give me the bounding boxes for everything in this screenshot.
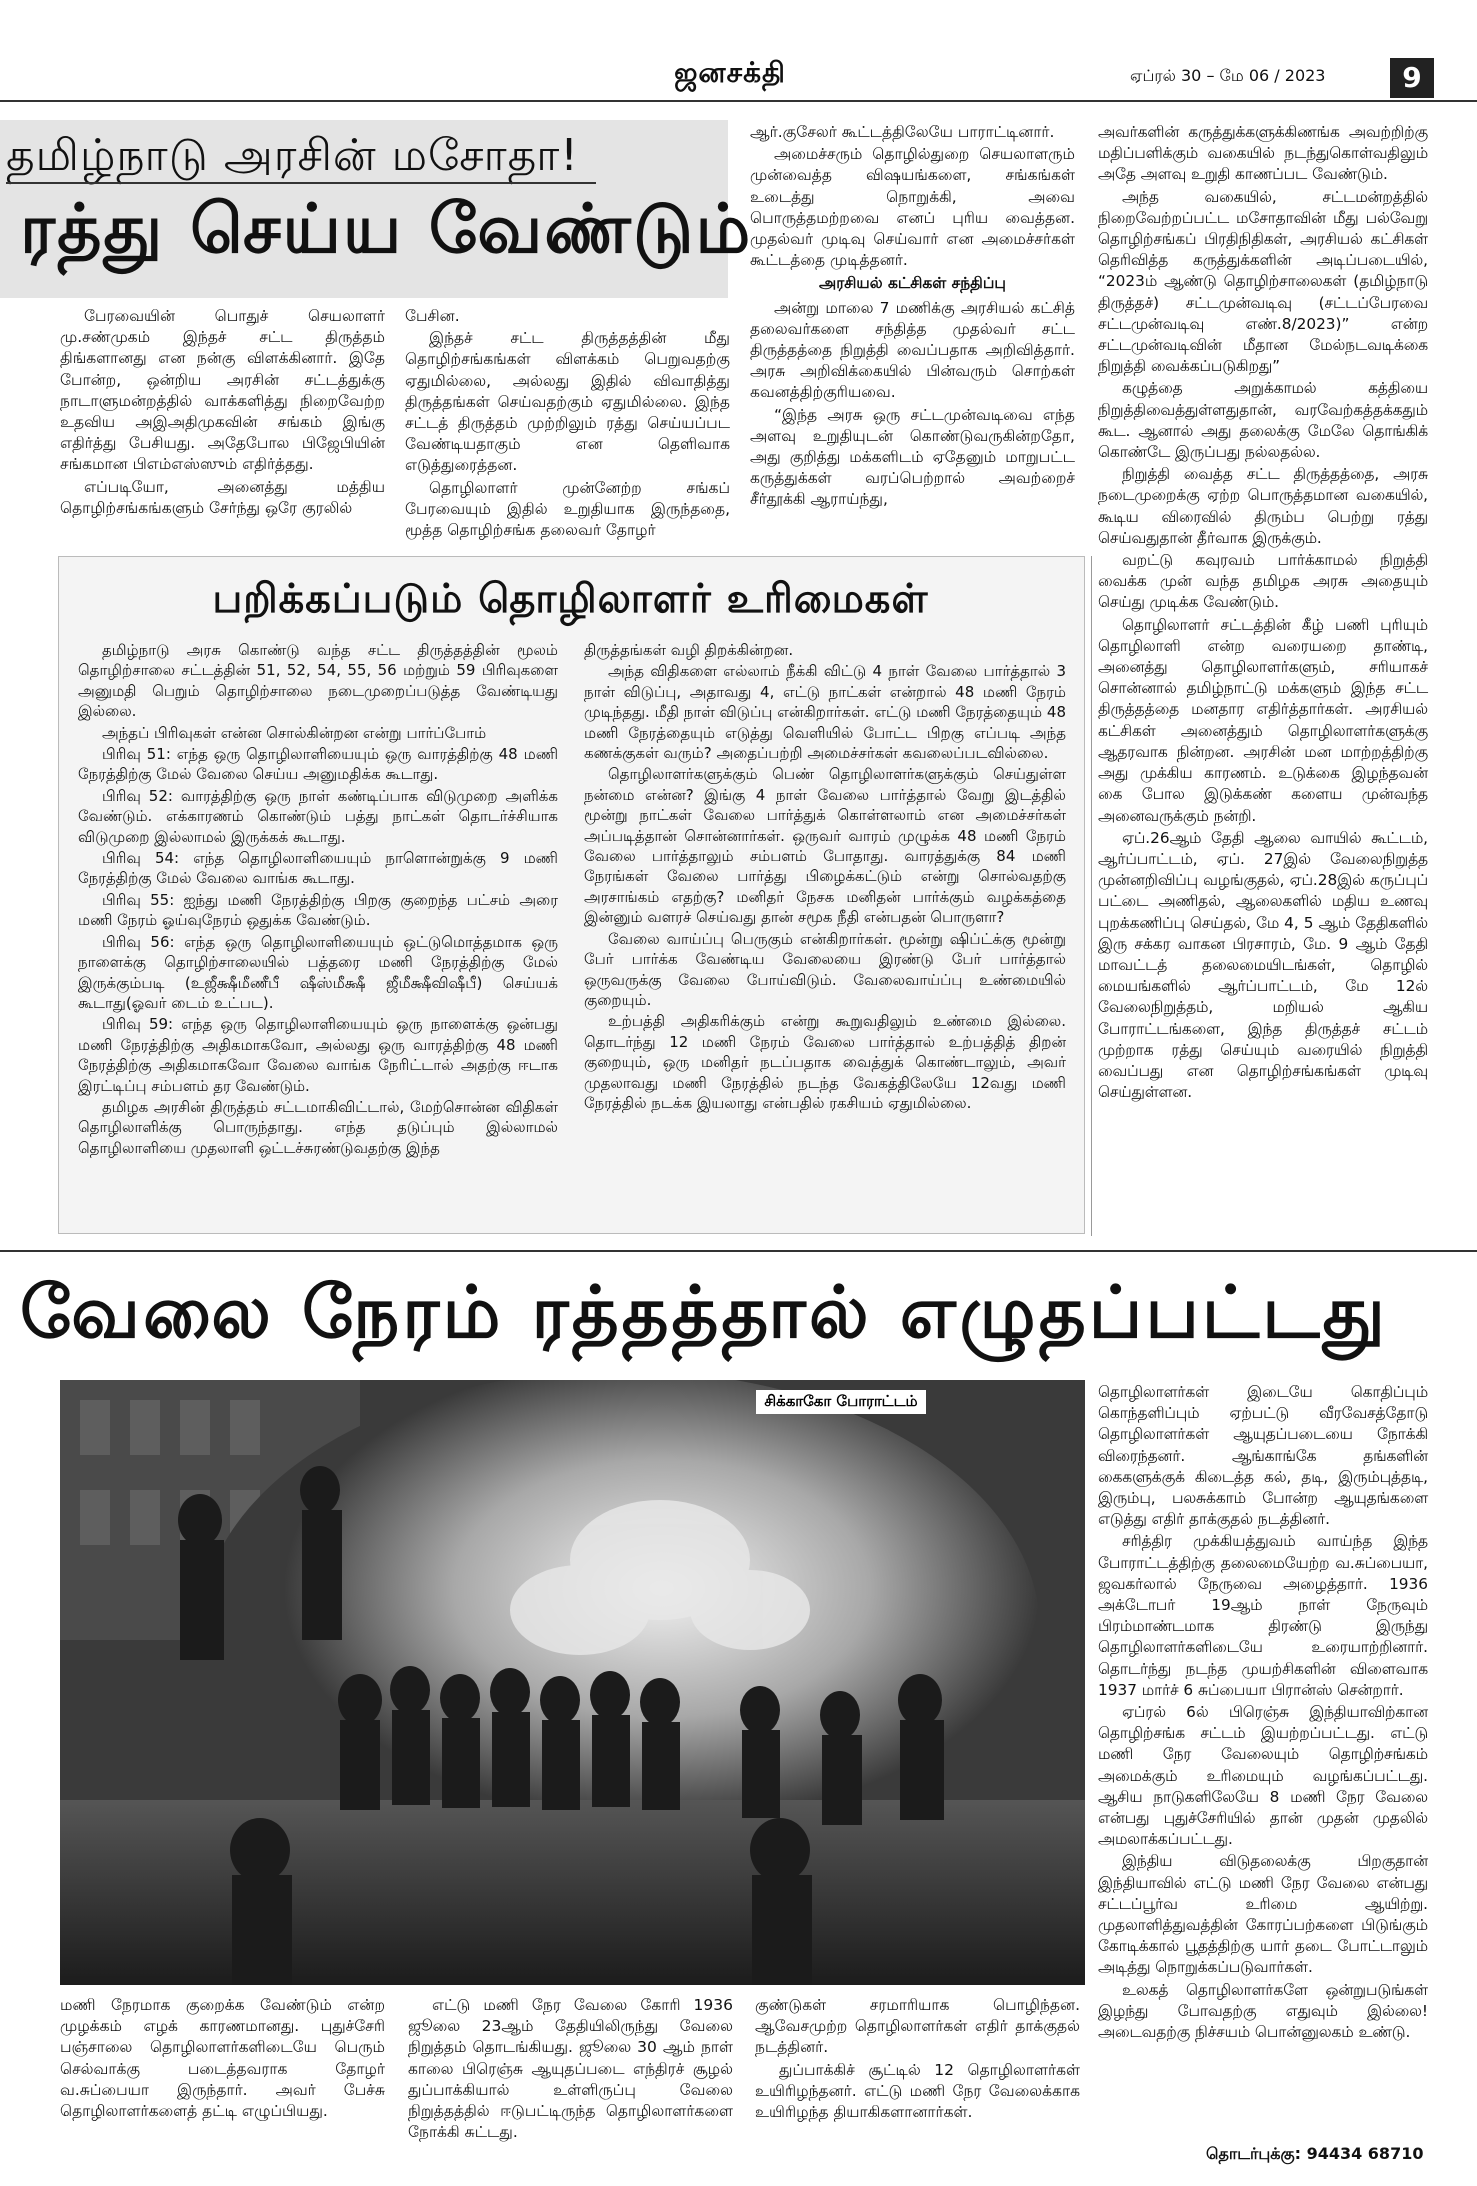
paragraph: தமிழக அரசின் திருத்தம் சட்டமாகிவிட்டால், மேற்சொன்ன விதிகள் தொழிலாளிக்கு பொருந்தாது. எந்த தடுப்பும் இல்லாமல் தொழிலாளியை முதலாளி ஒட்டச்சுரண்டுவதற்கு இந்த bbox=[78, 1097, 558, 1157]
paragraph: தொழிலாளர்களுக்கும் பெண் தொழிலாளர்களுக்கும் செய்துள்ள நன்மை என்ன? இங்கு 4 நாள் வேலை பார்த்தால் வேறு இடத்தில் மூன்று நாட்கள் வேலை பார்த்துக் கொள்ளலாம் என அமைச்சர்கள் அப்படித்தான் சொன்னார்கள். ஒருவர் வாரம் முழுக்க 48 மணி நேரம் வேலை பார்த்தாலும் சம்பளம் போதாது. வாரத்துக்கு 84 மணி நேரங்கள் வேலை பார்த்து பிழைக்கட்டும் என்று சொல்வதற்கு அரசாங்கம் எதற்கு? மனிதர் நேசக மனிதன் பார்க்கும் வழக்கத்தை இன்னும் வளரச் செய்வது தான் சமூக நீதி என்பதன் பொருளா? bbox=[584, 765, 1066, 927]
paragraph: திருத்தங்கள் வழி திறக்கின்றன. bbox=[584, 641, 794, 659]
headline-kicker: தமிழ்நாடு அரசின் மசோதா! bbox=[6, 130, 579, 181]
column-rule bbox=[1091, 556, 1092, 1236]
paragraph: பிரிவு 54: எந்த தொழிலாளியையும் நாளொன்றுக்கு 9 மணி நேரத்திற்கு மேல் வேலை வாங்க கூடாது. bbox=[78, 849, 558, 888]
subheading: அரசியல் கட்சிகள் சந்திப்பு bbox=[819, 274, 1006, 293]
story1-column-2 bbox=[405, 306, 730, 542]
paragraph: பேரவையின் பொதுச் செயலாளர் மு.சண்முகம் இந்தச் சட்ட திருத்தம் திங்களானது என நன்கு விளக்கினார். இதே போன்ற, ஒன்றிய அரசின் சட்டத்துக்கு நாடாளுமன்றத்தில் வாக்களித்து நிறைவேற்ற உதவிய அஇஅதிமுகவின் சங்கம் இங்கு எதிர்த்து பேசியது. அதேபோல பிஜேபியின் சங்கமான பிஎம்எஸ்ஸும் எதிர்த்தது. bbox=[60, 307, 385, 474]
header-rule bbox=[0, 100, 1477, 102]
paragraph: தொழிலாளர்கள் இடையே கொதிப்பும் கொந்தளிப்பும் ஏற்பட்டு வீரவேசத்தோடு தொழிலாளர்கள் ஆயுதப்படையை நோக்கி விரைந்தனர். ஆங்காங்கே தங்களின் கைகளுக்குக் கிடைத்த கல், தடி, இரும்புத்தடி, இரும்பு, பலசுக்காம் போன்ற ஆயுதங்களை எடுத்து எதிர் தாக்குதல் நடத்தினர். bbox=[1098, 1383, 1428, 1529]
story2-column-1 bbox=[60, 1995, 385, 2123]
issue-date: ஏப்ரல் 30 – மே 06 / 2023 bbox=[1130, 66, 1326, 85]
paragraph: அவர்களின் கருத்துக்களுக்கிணங்க அவற்றிற்கு மதிப்பளிக்கும் வகையில் நடந்துகொள்வதிலும் அதே அளவு உறுதி காணப்பட வேண்டும். bbox=[1098, 123, 1428, 184]
paragraph: கழுத்தை அறுக்காமல் கத்தியை நிறுத்திவைத்துள்ளதுதான், வரவேற்கத்தக்கதும் கூட. ஆனால் அது தலைக்கு மேலே தொங்கிக் கொண்டே இருப்பது நல்லதல்ல. bbox=[1098, 379, 1428, 462]
paragraph: பிரிவு 59: எந்த ஒரு தொழிலாளியையும் ஒரு நாளைக்கு ஒன்பது மணி நேரத்திற்கு அதிகமாகவோ, அல்லது ஒரு வாரத்திற்கு 48 மணி நேரத்திற்கு அதிகமாகவோ வேலை வாங்க நேரிட்டால் அதற்கு ஈடாக இரட்டிப்பு சம்பளம் தர வேண்டும். bbox=[78, 1015, 558, 1095]
paragraph: வேலை வாய்ப்பு பெருகும் என்கிறார்கள். மூன்று ஷிப்ட்க்கு மூன்று பேர் பார்க்க வேண்டிய வேலையை இரண்டு பேர் பார்த்தால் ஒருவருக்கு வேலை போய்விடும். வேலைவாய்ப்பு உண்மையில் குறையும். bbox=[584, 929, 1066, 1009]
paragraph: சரித்திர முக்கியத்துவம் வாய்ந்த இந்த போராட்டத்திற்கு தலைமையேற்ற வ.சுப்பையா, ஜவகர்லால் நேருவை அழைத்தார். 1936 அக்டோபர் 19ஆம் நாள் நேருவும் பிரம்மாண்டமாக திரண்டு இருந்து தொழிலாளர்களிடையே உரையாற்றினார். தொடர்ந்து நடந்த முயற்சிகளின் விளைவாக 1937 மார்ச் 6 சுப்பையா பிரான்ஸ் சென்றார். bbox=[1098, 1532, 1428, 1699]
box-title: பறிக்கப்படும் தொழிலாளர் உரிமைகள் bbox=[212, 576, 929, 622]
kicker-underline bbox=[6, 182, 596, 184]
paragraph: பிரிவு 51: எந்த ஒரு தொழிலாளியையும் ஒரு வாரத்திற்கு 48 மணி நேரத்திற்கு மேல் வேலை செய்ய அனுமதிக்க கூடாது. bbox=[78, 745, 558, 784]
paragraph: துப்பாக்கிச் சூட்டில் 12 தொழிலாளர்கள் உயிரிழந்தனர். எட்டு மணி நேர வேலைக்காக உயிரிழந்த தியாகிகளானார்கள். bbox=[755, 2060, 1080, 2122]
paragraph: அமைச்சரும் தொழில்துறை செயலாளரும் முன்வைத்த விஷயங்களை, சங்கங்கள் உடைத்து நொறுக்கி, அவை பொருத்தமற்றவை எனப் புரிய வைத்தன. முதல்வர் முடிவு செய்வார் என அமைச்சர்கள் கூட்டத்தை முடித்தனர். bbox=[750, 145, 1075, 270]
chicago-illustration bbox=[60, 1380, 1085, 1985]
paragraph: அன்று மாலை 7 மணிக்கு அரசியல் கட்சித் தலைவர்களை சந்தித்த முதல்வர் சட்ட திருத்தத்தை நிறுத்தி வைப்பதாக அறிவித்தார். அரசு அறிவிக்கையில் பின்வரும் சொற்கள் கவனத்திற்குரியவை. bbox=[750, 298, 1075, 402]
paragraph: “இந்த அரசு ஒரு சட்டமுன்வடிவை எந்த அளவு உறுதியுடன் கொண்டுவருகின்றதோ, அது குறித்து மக்களிடம் ஏதேனும் மாறுபட்ட கருத்துக்கள் வரப்பெற்றால் அவற்றைச் சீர்தூக்கி ஆராய்ந்து, bbox=[750, 405, 1075, 509]
paragraph: தொழிலாளர் சட்டத்தின் கீழ் பணி புரியும் தொழிலாளி என்ற வரையறை தாண்டி, அனைத்து தொழிலாளர்களும், சரியாகச் சொன்னால் தமிழ்நாட்டு மக்களும் இந்த சட்ட திருத்தத்தை மனதார எதிர்த்தார்கள். அரசியல் கட்சிகள் அனைத்தும் தொழிலாளர்களுக்கு ஆதரவாக நின்றன. அரசின் மன மாற்றத்திற்கு அது முக்கிய காரணம். உடுக்கை இழந்தவன் கை போல இடுக்கண் களைய முன்வந்த அனைவருக்கும் நன்றி. bbox=[1098, 615, 1428, 825]
paragraph: அந்தப் பிரிவுகள் என்ன சொல்கின்றன என்று பார்ப்போம் bbox=[102, 723, 487, 742]
contact-line: தொடர்புக்கு: 94434 68710 bbox=[1206, 2144, 1424, 2163]
headline-story2: வேலை நேரம் ரத்தத்தால் எழுதப்பட்டது bbox=[20, 1270, 1388, 1354]
masthead: ஜனசக்தி bbox=[674, 56, 786, 89]
paragraph: வறட்டு கவுரவம் பார்க்காமல் நிறுத்தி வைக்க முன் வந்த தமிழக அரசு அதையும் செய்து முடிக்க வேண்டும். bbox=[1098, 551, 1428, 612]
paragraph: பேசின. bbox=[405, 307, 460, 325]
paragraph: தமிழ்நாடு அரசு கொண்டு வந்த சட்ட திருத்தத்தின் மூலம் தொழிற்சாலை சட்டத்தின் 51, 52, 54, 55, 56 மற்றும் 59 பிரிவுகளை அனுமதி பெறும் தொழிற்சாலை நடைமுறைப்படுத்த வேண்டியது இல்லை. bbox=[78, 641, 558, 721]
paragraph: இந்தச் சட்ட திருத்தத்தின் மீது தொழிற்சங்கங்கள் விளக்கம் பெறுவதற்கு ஏதுமில்லை, அல்லது இதில் விவாதித்து திருத்தங்கள் செய்வதற்கும் ஏதுமில்லை. இந்த சட்டத் திருத்தம் முற்றிலும் ரத்து செய்யப்பட வேண்டியதாகும் என தெளிவாக எடுத்துரைத்தன. bbox=[405, 329, 730, 475]
headline-main: ரத்து செய்ய வேண்டும் bbox=[20, 190, 753, 269]
paragraph: ஏப்.26ஆம் தேதி ஆலை வாயில் கூட்டம், ஆர்ப்பாட்டம், ஏப். 27இல் வேலைநிறுத்த முன்னறிவிப்பு வழங்குதல், ஏப்.28இல் கருப்புப் பட்டை அணிதல், ஆலைகளில் மதிய உணவு புறக்கணிப்பு செய்தல், மே 4, 5 ஆம் தேதிகளில் இரு சக்கர வாகன பிரசாரம், மே. 9 ஆம் தேதி மாவட்டத் தலைமையிடங்கள், தொழில் மையங்களில் ஆர்ப்பாட்டம், மே 12ல் வேலைநிறுத்தம், மறியல் ஆகிய போராட்டங்களை, இந்த திருத்தச் சட்டம் முற்றாக ரத்து செய்யும் வரையில் நிறுத்தி வைப்பது என தொழிற்சங்கங்கள் முடிவு செய்துள்ளன. bbox=[1098, 828, 1428, 1102]
illustration-art bbox=[60, 1380, 1085, 1985]
paragraph: உலகத் தொழிலாளர்களே ஒன்றுபடுங்கள் இழந்து போவதற்கு எதுவும் இல்லை! அடைவதற்கு நிச்சயம் பொன்னுலகம் உண்டு. bbox=[1098, 1980, 1428, 2042]
paragraph: பிரிவு 52: வாரத்திற்கு ஒரு நாள் கண்டிப்பாக விடுமுறை அளிக்க வேண்டும். எக்காரணம் கொண்டும் பத்து நாட்கள் தொடர்ச்சியாக விடுமுறை இல்லாமல் இருக்கக் கூடாது. bbox=[78, 786, 558, 846]
paragraph: இந்திய விடுதலைக்கு பிறகுதான் இந்தியாவில் எட்டு மணி நேர வேலை என்பது சட்டப்பூர்வ உரிமை ஆயிற்று. முதலாளித்துவத்தின் கோரப்பற்களை பிடுங்கும் கோடிக்கால் பூதத்திற்கு யார் தடை போட்டாலும் அடித்து நொறுக்கப்படுவார்கள். bbox=[1098, 1852, 1428, 1977]
paragraph: ஆர்.குசேலர் கூட்டத்திலேயே பாராட்டினார். bbox=[750, 123, 1055, 141]
paragraph: அந்த வகையில், சட்டமன்றத்தில் நிறைவேற்றப்பட்ட மசோதாவின் மீது பல்வேறு தொழிற்சங்கப் பிரதிநிதிகள், அரசியல் கட்சிகள் தெரிவித்த கருத்துக்களின் அடிப்படையில், “2023ம் ஆண்டு தொழிற்சாலைகள் (தமிழ்நாடு திருத்தச்) சட்டமுன்வடிவு (சட்டப்பேரவை சட்டமுன்வடிவு எண்.8/2023)” என்ற சட்டமுன்வடிவின் மீதான மேல்நடவடிக்கை நிறுத்தி வைக்கப்படுகிறது” bbox=[1098, 187, 1428, 376]
paragraph: பிரிவு 55: ஐந்து மணி நேரத்திற்கு பிறகு குறைந்த பட்சம் அரை மணி நேரம் ஓய்வுநேரம் ஒதுக்க வேண்டும். bbox=[78, 890, 558, 930]
box-column-right bbox=[584, 640, 1066, 1114]
section-rule bbox=[0, 1250, 1477, 1252]
story2-column-3 bbox=[755, 1995, 1080, 2124]
story2-column-right bbox=[1098, 1382, 1428, 2044]
paragraph: பிரிவு 56: எந்த ஒரு தொழிலாளியையும் ஒட்டுமொத்தமாக ஒரு நாளைக்கு தொழிற்சாலையில் பத்தரை மணி நேரத்திற்கு மேல் இருக்கும்படி (உஜீக்ஷீமீணீபீ ஷீஸ்மீக்ஷீ ஜீமீக்ஷீவிஷீபீ) செய்யக் கூடாது(ஓவர் டைம் உட்பட). bbox=[78, 932, 558, 1012]
page-number: 9 bbox=[1390, 58, 1434, 98]
story1-column-1 bbox=[60, 306, 385, 520]
paragraph: குண்டுகள் சரமாரியாக பொழிந்தன. ஆவேசமுற்ற தொழிலாளர்கள் எதிர் தாக்குதல் நடத்தினர். bbox=[755, 1996, 1080, 2057]
paragraph: உற்பத்தி அதிகரிக்கும் என்று கூறுவதிலும் உண்மை இல்லை. தொடர்ந்து 12 மணி நேரம் வேலை பார்த்தால் உற்பத்தித் திறன் குறையும், ஒரு மனிதர் நடப்பதாக வைத்துக் கொண்டாலும், அவர் முதலாவது மணி நேரத்தில் நடந்த வேகத்திலேயே 12வது மணி நேரத்தில் நடக்க இயலாது என்பதில் ரகசியம் ஏதுமில்லை. bbox=[584, 1012, 1066, 1112]
story1-column-4 bbox=[1098, 122, 1428, 1104]
paragraph: ஏப்ரல் 6ல் பிரெஞ்சு இந்தியாவிற்கான தொழிற்சங்க சட்டம் இயற்றப்பட்டது. எட்டு மணி நேர வேலையும் தொழிற்சங்கம் அமைக்கும் உரிமையும் வழங்கப்பட்டது. ஆசிய நாடுகளிலேயே 8 மணி நேர வேலை என்பது புதுச்சேரியில் தான் முதன் முதலில் அமலாக்கப்பட்டது. bbox=[1098, 1703, 1428, 1849]
paragraph: மணி நேரமாக குறைக்க வேண்டும் என்ற முழக்கம் எழக் காரணமானது. புதுச்சேரி பஞ்சாலை தொழிலாளர்களிடையே பெரும் செல்வாக்கு படைத்தவராக தோழர் வ.சுப்பையா இருந்தார். அவர் பேச்சு தொழிலாளர்களைத் தட்டி எழுப்பியது. bbox=[60, 1996, 385, 2121]
box-column-left bbox=[78, 640, 558, 1159]
paragraph: நிறுத்தி வைத்த சட்ட திருத்தத்தை, அரசு நடைமுறைக்கு ஏற்ற பொருத்தமான வகையில், கூடிய விரைவில் திரும்ப பெற்று ரத்து செய்வதுதான் தீர்வாக இருக்கும். bbox=[1098, 465, 1428, 547]
photo-caption: சிக்காகோ போராட்டம் bbox=[756, 1390, 926, 1414]
paragraph: எப்படியோ, அனைத்து மத்திய தொழிற்சங்கங்களும் சேர்ந்து ஒரே குரலில் bbox=[60, 477, 385, 517]
paragraph: அந்த விதிகளை எல்லாம் நீக்கி விட்டு 4 நாள் வேலை பார்த்தால் 3 நாள் விடுப்பு, அதாவது 4, எட்டு நாட்கள் என்றால் 48 மணி நேரம் முடிந்தது. மீதி நாள் விடுப்பு என்கிறார்கள். எட்டு மணி நேரத்தையும் 48 மணி நேரத்தையும் எடுத்து வெளியில் போட்ட பிறகு எப்படி அந்த கணக்குகள் வரும்? அதைப்பற்றி அமைச்சர்கள் கவலைப்படவில்லை. bbox=[584, 662, 1066, 763]
story1-column-3 bbox=[750, 122, 1075, 512]
paragraph: தொழிலாளர் முன்னேற்ற சங்கப் பேரவையும் இதில் உறுதியாக இருந்ததை, மூத்த தொழிற்சங்க தலைவர் தோழர் bbox=[405, 478, 730, 540]
story2-column-2 bbox=[408, 1995, 733, 2144]
paragraph: எட்டு மணி நேர வேலை கோரி 1936 ஜூலை 23ஆம் தேதியிலிருந்து வேலை நிறுத்தம் தொடங்கியது. ஜூலை 30 ஆம் நாள் காலை பிரெஞ்சு ஆயுதப்படை எந்திரச் சூழல் துப்பாக்கியால் உள்ளிருப்பு வேலை நிறுத்தத்தில் ஈடுபட்டிருந்த தொழிலாளர்களை நோக்கி சுட்டது. bbox=[408, 1996, 733, 2142]
